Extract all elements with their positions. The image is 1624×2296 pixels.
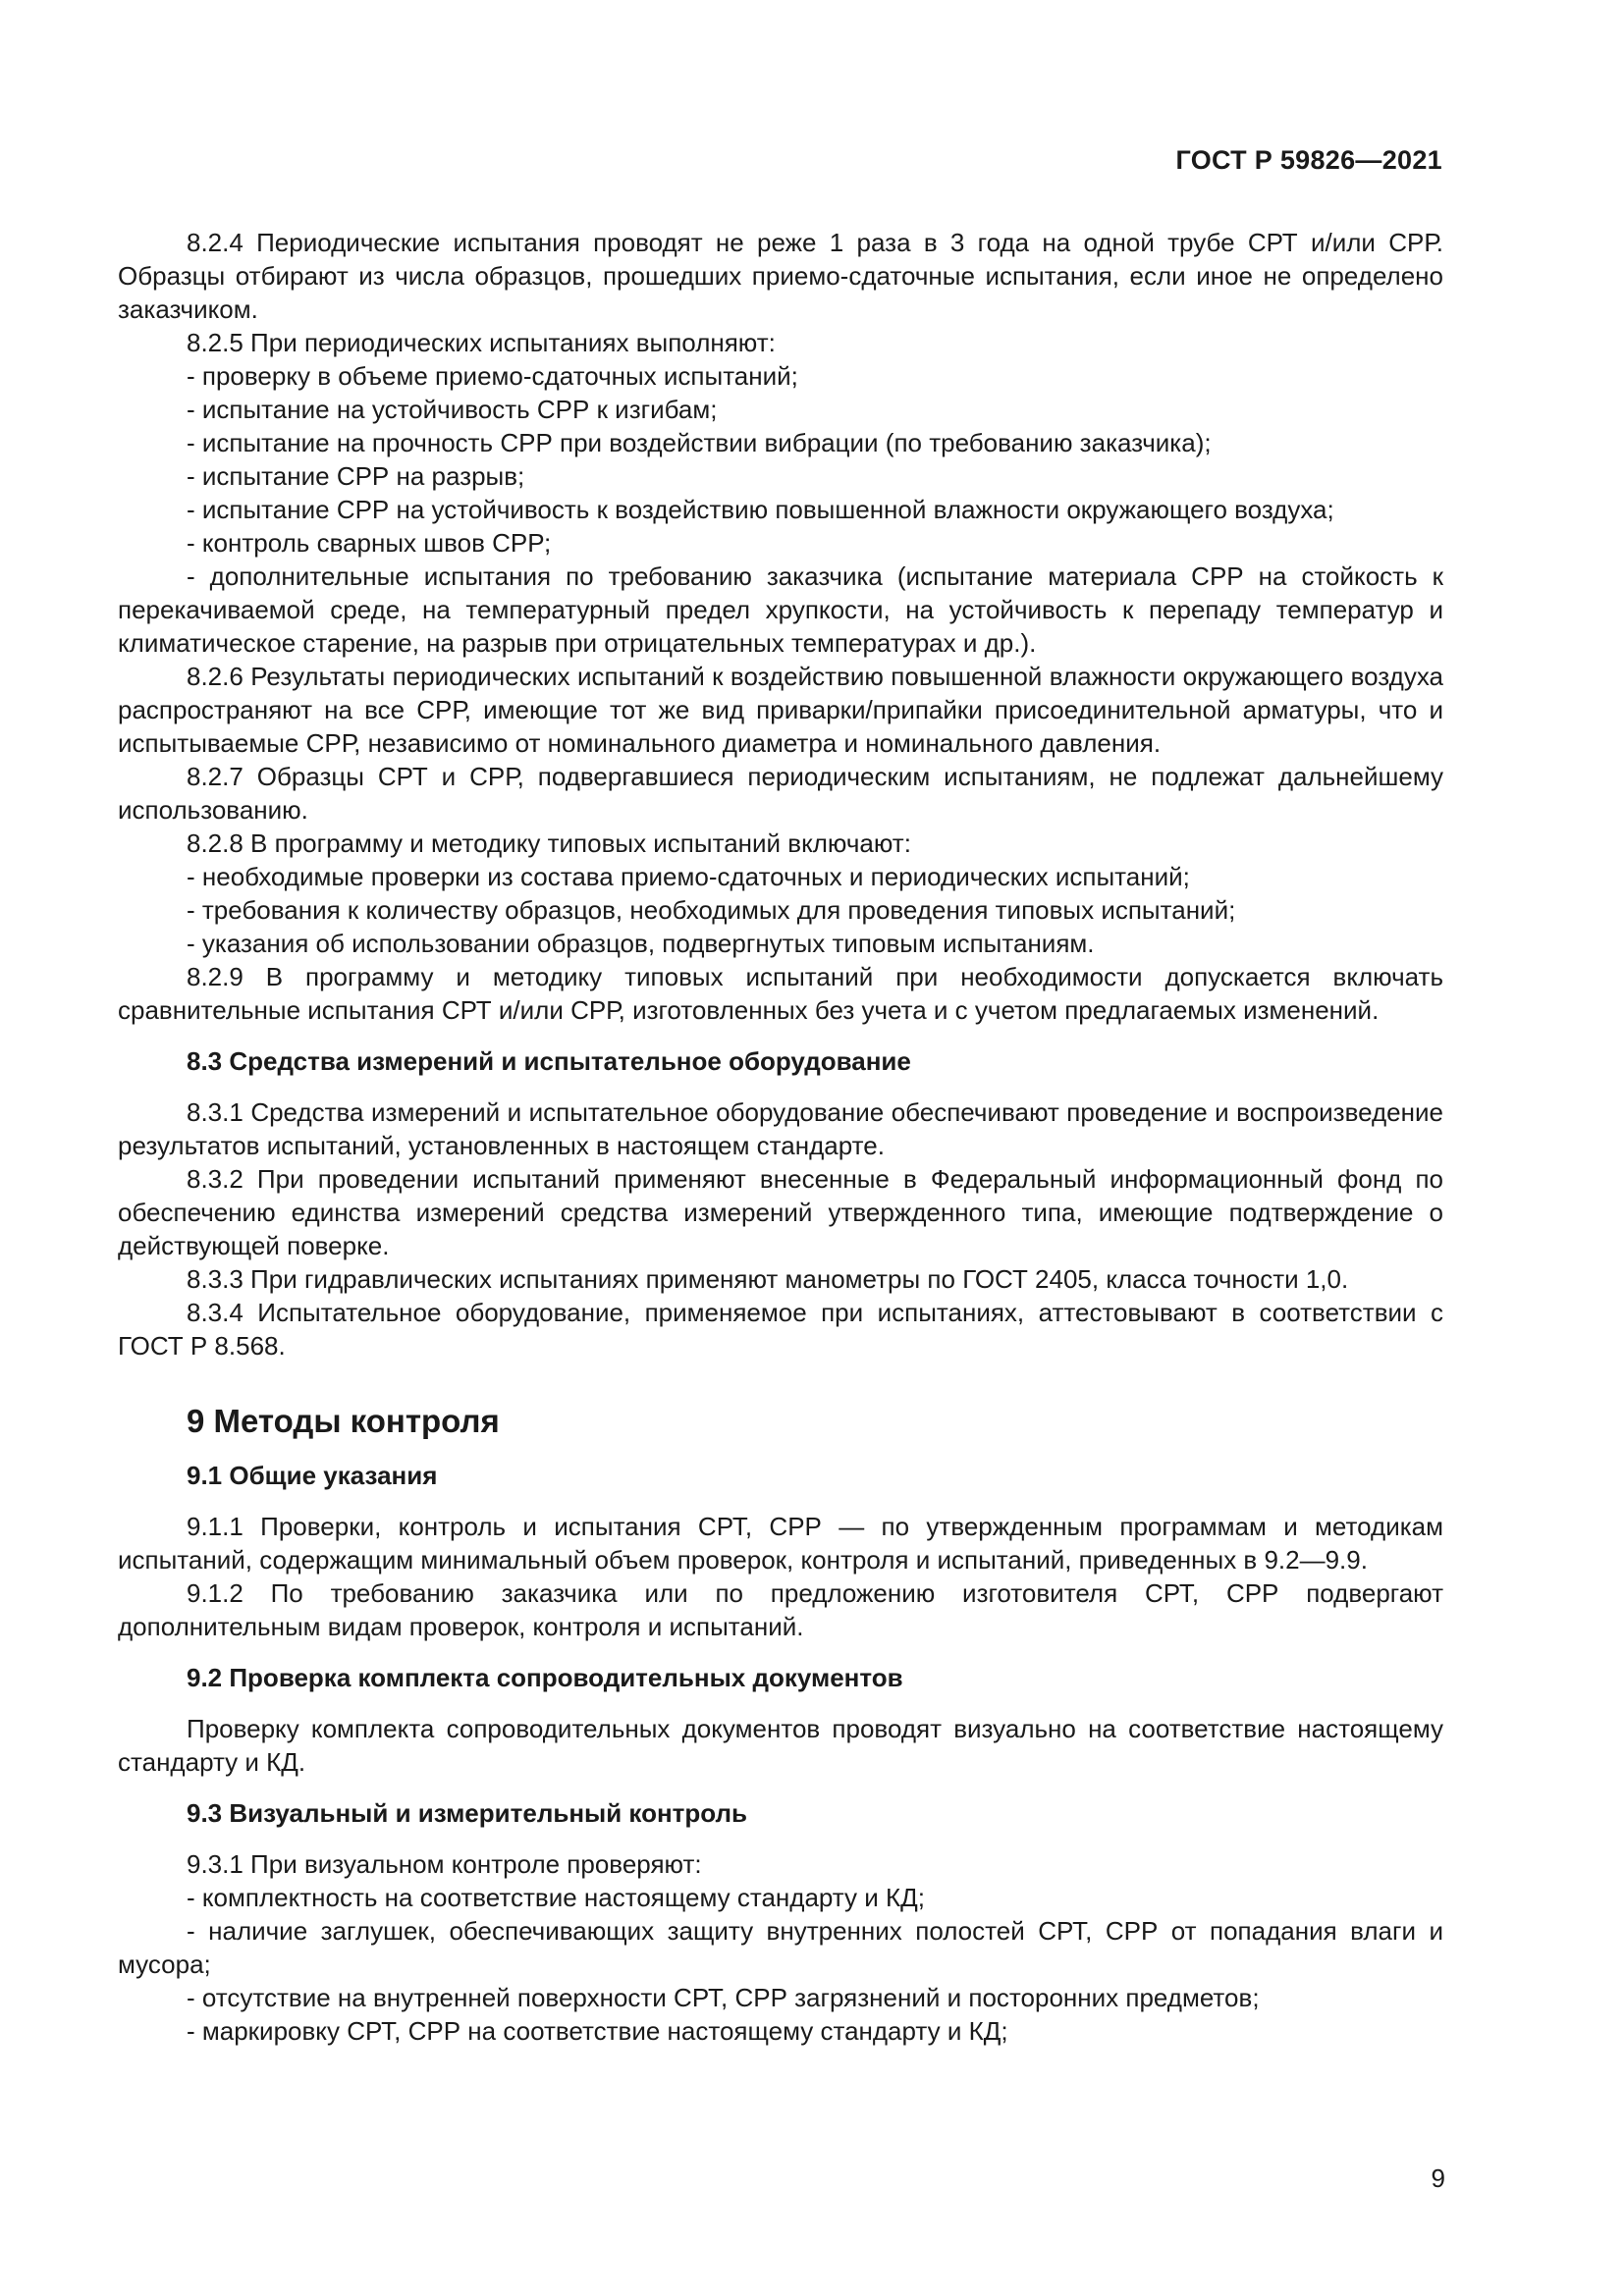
paragraph-8-2-9: 8.2.9 В программу и методику типовых испытаний при необходимости допускается включать сравнительные испытания СРТ и/или СРР, изготовленных без учета и с учетом предлагаемых изменений. — [118, 962, 1443, 1025]
list-item: - наличие заглушек, обеспечивающих защиту внутренних полостей СРТ, СРР от попадания влаги и мусора; — [118, 1916, 1443, 1979]
list-item: - испытание на устойчивость СРР к изгибам; — [187, 395, 718, 424]
list-item: - дополнительные испытания по требованию заказчика (испытание материала СРР на стойкость к перекачиваемой среде, на температурный предел хрупкости, на устойчивость к перепаду температур и климатическое старение, на разрыв при отрицательных температурах и др.). — [118, 561, 1443, 658]
page-number: 9 — [1431, 2163, 1445, 2193]
paragraph-9-2: Проверку комплекта сопроводительных документов проводят визуально на соответствие настоящему стандарту и КД. — [118, 1714, 1443, 1777]
paragraph-8-3-3: 8.3.3 При гидравлических испытаниях применяют манометры по ГОСТ 2405, класса точности 1,0. — [187, 1264, 1349, 1294]
list-item: - отсутствие на внутренней поверхности СРТ, СРР загрязнений и посторонних предметов; — [187, 1983, 1260, 2012]
list-item: - маркировку СРТ, СРР на соответствие настоящему стандарту и КД; — [187, 2016, 1008, 2046]
paragraph-9-1-1: 9.1.1 Проверки, контроль и испытания СРТ, СРР — по утвержденным программам и методикам испытаний, содержащим минимальный объем проверок, контроля и испытаний, приведенных в 9.2—9.9. — [118, 1512, 1443, 1575]
paragraph-8-2-5: 8.2.5 При периодических испытаниях выполняют: — [187, 328, 776, 357]
standard-designation: ГОСТ Р 59826—2021 — [1175, 145, 1442, 175]
section-heading-9-1: 9.1 Общие указания — [187, 1461, 438, 1490]
list-item: - необходимые проверки из состава приемо-сдаточных и периодических испытаний; — [187, 862, 1190, 891]
section-heading-8-3: 8.3 Средства измерений и испытательное оборудование — [187, 1046, 911, 1076]
paragraph-9-1-2: 9.1.2 По требованию заказчика или по предложению изготовителя СРТ, СРР подвергают дополнительным видам проверок, контроля и испытаний. — [118, 1578, 1443, 1641]
list-item: - требования к количеству образцов, необходимых для проведения типовых испытаний; — [187, 895, 1236, 925]
list-item: - испытание СРР на устойчивость к воздействию повышенной влажности окружающего воздуха; — [187, 495, 1334, 524]
list-item: - проверку в объеме приемо-сдаточных испытаний; — [187, 361, 798, 391]
list-item: - комплектность на соответствие настоящему стандарту и КД; — [187, 1883, 925, 1912]
document-body — [118, 226, 1443, 2048]
paragraph-8-2-6: 8.2.6 Результаты периодических испытаний к воздействию повышенной влажности окружающего воздуха распространяют на все СРР, имеющие тот же вид приварки/припайки присоединительной арматуры, что и испытываемые СРР, независимо от номинального диаметра и номинального давления. — [118, 662, 1443, 758]
section-heading-9-2: 9.2 Проверка комплекта сопроводительных документов — [187, 1663, 903, 1692]
list-item: - указания об использовании образцов, подвергнутых типовым испытаниям. — [187, 929, 1095, 958]
paragraph-8-2-8: 8.2.8 В программу и методику типовых испытаний включают: — [187, 828, 911, 858]
section-heading-9-3: 9.3 Визуальный и измерительный контроль — [187, 1798, 748, 1828]
paragraph-8-3-4: 8.3.4 Испытательное оборудование, применяемое при испытаниях, аттестовывают в соответствии с ГОСТ Р 8.568. — [118, 1298, 1443, 1361]
list-item: - испытание на прочность СРР при воздействии вибрации (по требованию заказчика); — [187, 428, 1212, 457]
paragraph-8-2-7: 8.2.7 Образцы СРТ и СРР, подвергавшиеся периодическим испытаниям, не подлежат дальнейшему использованию. — [118, 762, 1443, 825]
paragraph-8-3-1: 8.3.1 Средства измерений и испытательное оборудование обеспечивают проведение и воспроизведение результатов испытаний, установленных в настоящем стандарте. — [118, 1097, 1443, 1160]
paragraph-9-3-1: 9.3.1 При визуальном контроле проверяют: — [187, 1849, 702, 1879]
list-item: - испытание СРР на разрыв; — [187, 461, 525, 491]
paragraph-8-2-4: 8.2.4 Периодические испытания проводят не реже 1 раза в 3 года на одной трубе СРТ и/или СРР. Образцы отбирают из числа образцов, прошедших приемо-сдаточные испытания, если иное не определено заказчиком. — [118, 228, 1443, 324]
chapter-heading-9: 9 Методы контроля — [187, 1403, 500, 1439]
list-item: - контроль сварных швов СРР; — [187, 528, 552, 558]
paragraph-8-3-2: 8.3.2 При проведении испытаний применяют внесенные в Федеральный информационный фонд по обеспечению единства измерений средства измерений утвержденного типа, имеющие подтверждение о действующей поверке. — [118, 1164, 1443, 1260]
